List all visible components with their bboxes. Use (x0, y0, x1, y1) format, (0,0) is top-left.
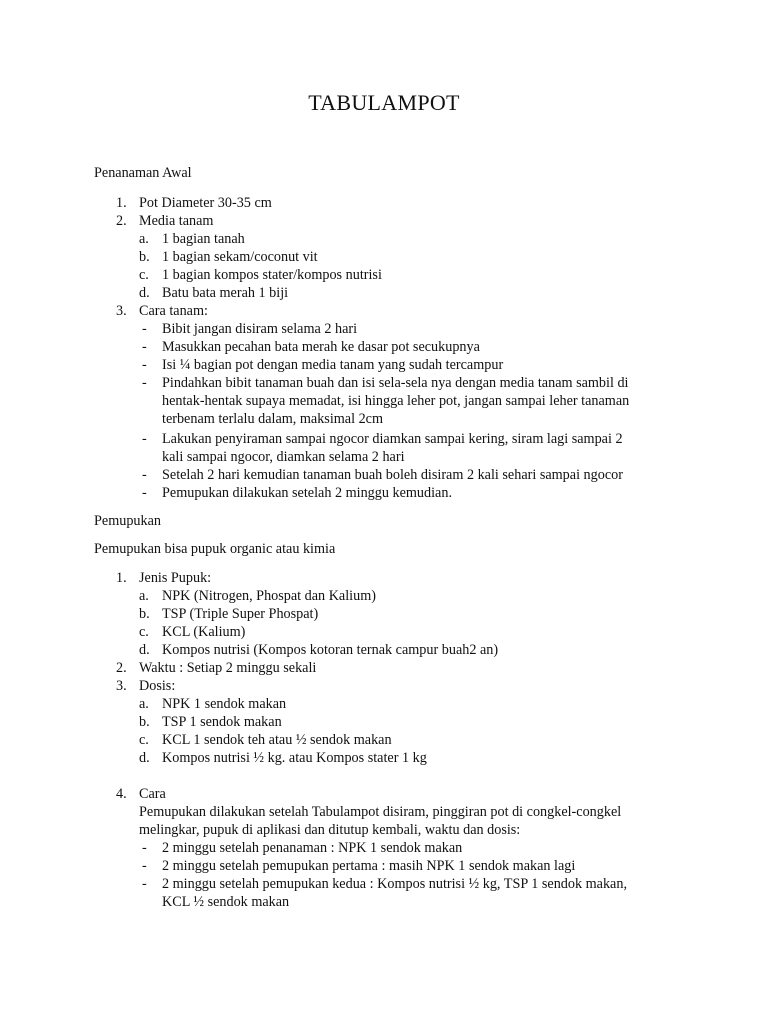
bullet-item: Bibit jangan disiram selama 2 hari (162, 321, 358, 337)
bullet-dash: - (142, 876, 147, 892)
bullet-item-line: 2 minggu setelah pemupukan kedua : Kompos nutrisi ½ kg, TSP 1 sendok makan, (162, 876, 627, 892)
section-heading-pemupukan: Pemupukan (94, 513, 161, 529)
bullet-item-line: Lakukan penyiraman sampai ngocor diamkan sampai kering, siram lagi sampai 2 (162, 431, 623, 447)
bullet-item-line: KCL ½ sendok makan (162, 894, 290, 910)
bullet-item: Setelah 2 hari kemudian tanaman buah boleh disiram 2 kali sehari sampai ngocor (162, 467, 623, 483)
sublist-item: NPK (Nitrogen, Phospat dan Kalium) (162, 588, 376, 604)
sublist-marker: c. (139, 267, 149, 283)
bullet-dash: - (142, 339, 147, 355)
sublist-item: 1 bagian sekam/coconut vit (162, 249, 318, 265)
bullet-dash: - (142, 321, 147, 337)
list-item: Dosis: (139, 678, 176, 694)
bullet-item: Masukkan pecahan bata merah ke dasar pot secukupnya (162, 339, 480, 355)
list-item: Waktu : Setiap 2 minggu sekali (139, 660, 317, 676)
sublist-marker: a. (139, 588, 149, 604)
bullet-dash: - (142, 485, 147, 501)
bullet-dash: - (142, 840, 147, 856)
list-item: Cara tanam: (139, 303, 208, 319)
bullet-item: 2 minggu setelah penanaman : NPK 1 sendok makan (162, 840, 463, 856)
sublist-item: TSP 1 sendok makan (162, 714, 282, 730)
sublist-item: NPK 1 sendok makan (162, 696, 287, 712)
bullet-item-line: Pindahkan bibit tanaman buah dan isi sela-sela nya dengan media tanam sambil di (162, 375, 629, 391)
bullet-item: Pemupukan dilakukan setelah 2 minggu kemudian. (162, 485, 452, 501)
section-heading-penanaman-awal: Penanaman Awal (94, 165, 192, 181)
sublist-item: Kompos nutrisi (Kompos kotoran ternak campur buah2 an) (162, 642, 499, 658)
list-marker: 2. (116, 660, 127, 676)
sublist-item: Kompos nutrisi ½ kg. atau Kompos stater 1 kg (162, 750, 427, 766)
bullet-item-line: hentak-hentak supaya memadat, isi hingga leher pot, jangan sampai leher tanaman (162, 393, 630, 409)
bullet-dash: - (142, 357, 147, 373)
bullet-item: 2 minggu setelah pemupukan pertama : masih NPK 1 sendok makan lagi (162, 858, 576, 874)
list-item: Media tanam (139, 213, 214, 229)
sublist-marker: b. (139, 249, 150, 265)
document-title: TABULAMPOT (308, 90, 460, 115)
bullet-dash: - (142, 467, 147, 483)
sublist-marker: d. (139, 642, 150, 658)
sublist-marker: c. (139, 624, 149, 640)
sublist-item: Batu bata merah 1 biji (162, 285, 289, 301)
sublist-item: KCL 1 sendok teh atau ½ sendok makan (162, 732, 392, 748)
list-marker: 1. (116, 195, 127, 211)
bullet-dash: - (142, 431, 147, 447)
list-marker: 2. (116, 213, 127, 229)
paragraph-line: Pemupukan dilakukan setelah Tabulampot disiram, pinggiran pot di congkel-congkel (139, 804, 622, 820)
sublist-marker: d. (139, 285, 150, 301)
paragraph-line: melingkar, pupuk di aplikasi dan ditutup kembali, waktu dan dosis: (139, 822, 521, 838)
list-item: Pot Diameter 30-35 cm (139, 195, 272, 211)
sublist-marker: d. (139, 750, 150, 766)
bullet-dash: - (142, 375, 147, 391)
sublist-marker: a. (139, 696, 149, 712)
list-item: Jenis Pupuk: (139, 570, 212, 586)
list-item: Cara (139, 786, 166, 802)
bullet-item: Isi ¼ bagian pot dengan media tanam yang sudah tercampur (162, 357, 504, 373)
sublist-marker: c. (139, 732, 149, 748)
sublist-marker: a. (139, 231, 149, 247)
bullet-item-line: terbenam terlalu dalam, maksimal 2cm (162, 411, 384, 427)
sublist-item: 1 bagian kompos stater/kompos nutrisi (162, 267, 382, 283)
bullet-dash: - (142, 858, 147, 874)
list-marker: 3. (116, 678, 127, 694)
sublist-item: 1 bagian tanah (162, 231, 245, 247)
sublist-item: KCL (Kalium) (162, 624, 246, 640)
sublist-item: TSP (Triple Super Phospat) (162, 606, 319, 622)
sublist-marker: b. (139, 714, 150, 730)
list-marker: 1. (116, 570, 127, 586)
bullet-item-line: kali sampai ngocor, diamkan selama 2 hari (162, 449, 405, 465)
list-marker: 3. (116, 303, 127, 319)
section-intro: Pemupukan bisa pupuk organic atau kimia (94, 541, 336, 557)
list-marker: 4. (116, 786, 127, 802)
sublist-marker: b. (139, 606, 150, 622)
